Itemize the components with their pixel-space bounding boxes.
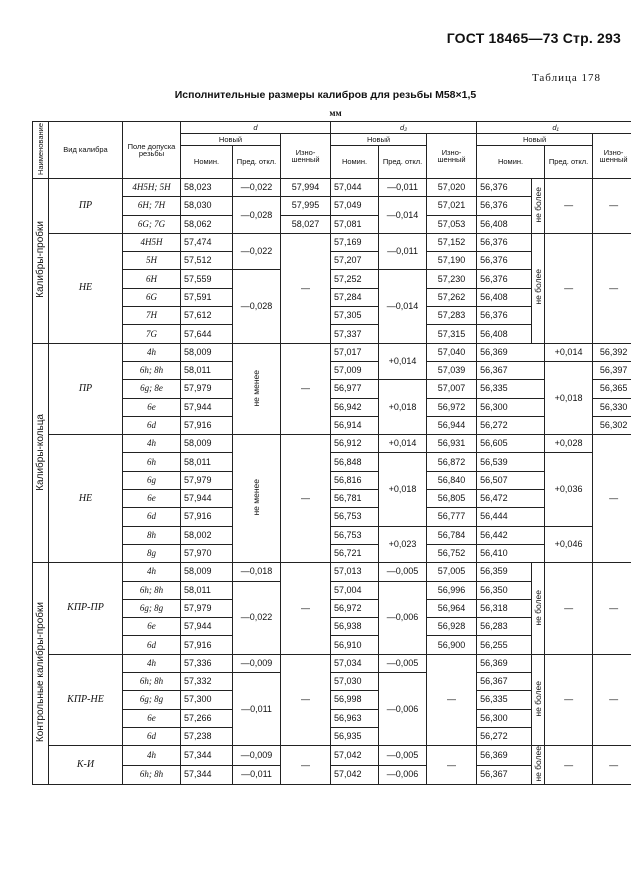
d-nom: 57,300: [181, 691, 233, 709]
header-d2: d₂: [331, 122, 477, 134]
tolerance-cell: 4H5H: [123, 233, 181, 251]
mark-not-less: не менее: [233, 435, 281, 563]
tolerance-cell: 6H: [123, 270, 181, 288]
kind-label: КПР-ПР: [49, 563, 123, 654]
d2-nom: 57,207: [331, 252, 379, 270]
d2-worn: 57,190: [427, 252, 477, 270]
d1-worn: 56,302: [593, 416, 631, 434]
d2-nom: 57,169: [331, 233, 379, 251]
d1-worn: 56,397: [593, 361, 631, 379]
d2-nom: 57,305: [331, 307, 379, 325]
tolerance-cell: 4h: [123, 746, 181, 765]
d-dev: —0,022: [233, 179, 281, 197]
d2-worn: 56,931: [427, 435, 477, 453]
d1-nom: 56,283: [477, 618, 532, 636]
d1-dev: —: [545, 563, 593, 654]
d2-dev: —0,006: [379, 673, 427, 746]
d-nom: 57,970: [181, 544, 233, 562]
d2-worn: 56,784: [427, 526, 477, 544]
d-nom: 57,979: [181, 380, 233, 398]
d1-nom: 56,442: [477, 526, 545, 544]
d2-worn: 57,040: [427, 343, 477, 361]
table-row: [33, 490, 631, 508]
kind-label: КПР-НЕ: [49, 654, 123, 745]
tolerance-cell: 6h; 8h: [123, 361, 181, 379]
d2-nom: 57,042: [331, 746, 379, 765]
d2-worn: 56,964: [427, 599, 477, 617]
tolerance-cell: 6h; 8h: [123, 673, 181, 691]
header-dev: Пред. откл.: [545, 146, 593, 179]
d1-worn: —: [593, 233, 631, 343]
d1-worn: —: [593, 746, 631, 785]
tolerance-cell: 4h: [123, 343, 181, 361]
tolerance-cell: 6h; 8h: [123, 581, 181, 599]
group-label: Контрольные калибры-пробки: [33, 563, 49, 785]
d2-worn: 57,021: [427, 197, 477, 215]
table-body: [33, 179, 631, 785]
table-row: [33, 398, 631, 416]
d-nom: 58,062: [181, 215, 233, 233]
d-worn: —: [281, 746, 331, 785]
d1-nom: 56,318: [477, 599, 532, 617]
d2-nom: 56,972: [331, 599, 379, 617]
d-dev: —0,011: [233, 765, 281, 784]
d1-nom: 56,367: [477, 361, 545, 379]
d2-nom: 56,816: [331, 471, 379, 489]
d-dev: —0,009: [233, 746, 281, 765]
d1-nom: 56,376: [477, 179, 532, 197]
table-row: [33, 361, 631, 379]
d2-nom: 57,030: [331, 673, 379, 691]
d-nom: 58,011: [181, 453, 233, 471]
header-nom: Номин.: [477, 146, 545, 179]
d2-nom: 57,284: [331, 288, 379, 306]
table-row: [33, 453, 631, 471]
d1-nom: 56,507: [477, 471, 545, 489]
d2-dev: +0,018: [379, 380, 427, 435]
d2-nom: 57,337: [331, 325, 379, 343]
header-dev: Пред. откл.: [233, 146, 281, 179]
table-row: [33, 471, 631, 489]
d1-nom: 56,300: [477, 398, 545, 416]
d2-nom: 57,252: [331, 270, 379, 288]
d1-worn: —: [593, 435, 631, 563]
calibre-table: [32, 121, 631, 785]
d1-nom: 56,300: [477, 709, 532, 727]
tolerance-cell: 6g: [123, 471, 181, 489]
d2-worn: 56,805: [427, 490, 477, 508]
tolerance-cell: 8g: [123, 544, 181, 562]
d2-nom: 56,914: [331, 416, 379, 434]
d-nom: 58,009: [181, 435, 233, 453]
d1-nom: 56,359: [477, 563, 532, 581]
kind-label: НЕ: [49, 233, 123, 343]
d1-nom: 56,408: [477, 215, 532, 233]
d2-worn: 56,872: [427, 453, 477, 471]
d2-nom: 56,935: [331, 727, 379, 745]
d2-nom: 56,963: [331, 709, 379, 727]
d2-worn: —: [427, 654, 477, 745]
d1-nom: 56,376: [477, 197, 532, 215]
d2-dev: —0,014: [379, 197, 427, 234]
d1-nom: 56,272: [477, 416, 545, 434]
table-row: [33, 746, 631, 765]
d-nom: 58,009: [181, 343, 233, 361]
header-worn: Изно-шенный: [593, 134, 631, 179]
d1-nom: 56,255: [477, 636, 532, 654]
d-nom: 58,030: [181, 197, 233, 215]
d-worn: —: [281, 343, 331, 434]
d1-dev: —: [545, 746, 593, 785]
tolerance-cell: 6d: [123, 508, 181, 526]
group-label: Калибры-пробки: [33, 179, 49, 344]
d-worn: —: [281, 435, 331, 563]
table-row: [33, 233, 631, 251]
d1-nom: 56,376: [477, 270, 532, 288]
mark-not-less: не менее: [233, 343, 281, 434]
d1-nom: 56,367: [477, 673, 532, 691]
table-row: [33, 654, 631, 672]
d2-dev: —0,014: [379, 270, 427, 343]
d2-worn: 56,900: [427, 636, 477, 654]
d-nom: 57,916: [181, 508, 233, 526]
d1-worn: —: [593, 654, 631, 745]
header-nom: Номин.: [331, 146, 379, 179]
kind-label: НЕ: [49, 435, 123, 563]
d2-dev: —0,011: [379, 179, 427, 197]
d-nom: 57,266: [181, 709, 233, 727]
header-dev: Пред. откл.: [379, 146, 427, 179]
d1-nom: 56,605: [477, 435, 545, 453]
d1-dev: —: [545, 179, 593, 234]
d1-dev: —: [545, 233, 593, 343]
tolerance-cell: 8h: [123, 526, 181, 544]
header-d1: d₁: [477, 122, 631, 134]
d2-nom: 56,977: [331, 380, 379, 398]
d1-dev: +0,018: [545, 361, 593, 434]
tolerance-cell: 4h: [123, 435, 181, 453]
d1-nom: 56,272: [477, 727, 532, 745]
table-title: Исполнительные размеры калибров для резьбы M58×1,5: [174, 89, 477, 101]
d-nom: 57,916: [181, 416, 233, 434]
d1-nom: 56,369: [477, 654, 532, 672]
d2-worn: 57,283: [427, 307, 477, 325]
d2-nom: 57,004: [331, 581, 379, 599]
d2-nom: 56,753: [331, 526, 379, 544]
table-row: [33, 526, 631, 544]
d-worn: 58,027: [281, 215, 331, 233]
tolerance-cell: 6e: [123, 618, 181, 636]
d2-nom: 56,848: [331, 453, 379, 471]
header-tolerance: Поле допуска резьбы: [123, 122, 181, 179]
d-worn: —: [281, 654, 331, 745]
mark-not-more: не более: [532, 233, 545, 343]
d2-nom: 56,753: [331, 508, 379, 526]
d-dev: —0,018: [233, 563, 281, 581]
d1-worn: —: [593, 563, 631, 654]
d2-worn: 57,230: [427, 270, 477, 288]
unit-label: мм: [329, 108, 342, 118]
d2-dev: —0,005: [379, 563, 427, 581]
mark-not-more: не более: [532, 563, 545, 654]
d-nom: 58,011: [181, 581, 233, 599]
kind-label: ПР: [49, 179, 123, 234]
d2-dev: —0,005: [379, 654, 427, 672]
mark-not-more: не более: [532, 179, 545, 234]
d-nom: 57,332: [181, 673, 233, 691]
d2-dev: —0,011: [379, 233, 427, 270]
d2-dev: +0,023: [379, 526, 427, 563]
tolerance-cell: 6e: [123, 709, 181, 727]
tolerance-cell: 6H; 7H: [123, 197, 181, 215]
d-nom: 57,944: [181, 618, 233, 636]
tolerance-cell: 5H: [123, 252, 181, 270]
d2-worn: 57,262: [427, 288, 477, 306]
mark-not-more: не более: [532, 654, 545, 745]
header-name: Наименование: [33, 122, 49, 179]
d-nom: 57,979: [181, 599, 233, 617]
d-nom: 57,474: [181, 233, 233, 251]
d2-worn: 56,972: [427, 398, 477, 416]
d-worn: —: [281, 233, 331, 343]
tolerance-cell: 6e: [123, 398, 181, 416]
tolerance-cell: 4h: [123, 563, 181, 581]
d2-worn: 57,005: [427, 563, 477, 581]
table-header: [33, 122, 631, 179]
tolerance-cell: 7G: [123, 325, 181, 343]
d2-dev: +0,014: [379, 343, 427, 380]
d-dev: —0,022: [233, 233, 281, 270]
tolerance-cell: 6g; 8g: [123, 599, 181, 617]
d-dev: —0,009: [233, 654, 281, 672]
tolerance-cell: 4h: [123, 654, 181, 672]
d2-nom: 56,938: [331, 618, 379, 636]
tolerance-cell: 6d: [123, 636, 181, 654]
d2-worn: 57,020: [427, 179, 477, 197]
tolerance-cell: 6G: [123, 288, 181, 306]
table-row: [33, 343, 631, 361]
kind-label: К-И: [49, 746, 123, 785]
table-row: [33, 544, 631, 562]
d-nom: 57,944: [181, 490, 233, 508]
d2-nom: 56,910: [331, 636, 379, 654]
d-nom: 58,009: [181, 563, 233, 581]
d2-worn: 57,315: [427, 325, 477, 343]
d2-nom: 56,781: [331, 490, 379, 508]
d2-nom: 57,009: [331, 361, 379, 379]
tolerance-cell: 7H: [123, 307, 181, 325]
d1-nom: 56,335: [477, 691, 532, 709]
mark-not-more: не более: [532, 746, 545, 785]
d-worn: —: [281, 563, 331, 654]
d1-nom: 56,350: [477, 581, 532, 599]
d1-nom: 56,369: [477, 343, 545, 361]
d2-worn: 56,944: [427, 416, 477, 434]
table-row: [33, 435, 631, 453]
d2-dev: +0,018: [379, 453, 427, 526]
d2-nom: 57,042: [331, 765, 379, 784]
d1-dev: +0,014: [545, 343, 593, 361]
d2-nom: 56,998: [331, 691, 379, 709]
tolerance-cell: 6h; 8h: [123, 765, 181, 784]
d2-dev: +0,014: [379, 435, 427, 453]
d-nom: 57,336: [181, 654, 233, 672]
d-dev: —0,028: [233, 270, 281, 343]
d2-dev: —0,005: [379, 746, 427, 765]
d2-nom: 57,017: [331, 343, 379, 361]
tolerance-cell: 6d: [123, 416, 181, 434]
header-new: Новый: [477, 134, 593, 146]
tolerance-cell: 6e: [123, 490, 181, 508]
d-nom: 58,023: [181, 179, 233, 197]
tolerance-cell: 6g; 8g: [123, 691, 181, 709]
d-nom: 57,979: [181, 471, 233, 489]
d1-dev: +0,046: [545, 526, 593, 563]
d1-dev: +0,036: [545, 453, 593, 526]
d-dev: —0,028: [233, 197, 281, 234]
tolerance-cell: 6d: [123, 727, 181, 745]
d2-nom: 56,912: [331, 435, 379, 453]
d2-dev: —0,006: [379, 581, 427, 654]
d-nom: 57,612: [181, 307, 233, 325]
d-worn: 57,995: [281, 197, 331, 215]
d2-nom: 56,942: [331, 398, 379, 416]
d-nom: 58,011: [181, 361, 233, 379]
d2-worn: 57,039: [427, 361, 477, 379]
d2-nom: 57,044: [331, 179, 379, 197]
tolerance-cell: 4H5H; 5H: [123, 179, 181, 197]
d-nom: 57,916: [181, 636, 233, 654]
table-row: [33, 508, 631, 526]
tolerance-cell: 6g; 8e: [123, 380, 181, 398]
tolerance-cell: 6h: [123, 453, 181, 471]
d1-dev: —: [545, 654, 593, 745]
d2-worn: —: [427, 746, 477, 785]
d1-nom: 56,376: [477, 252, 532, 270]
d-dev: —0,011: [233, 673, 281, 746]
header-new: Новый: [181, 134, 281, 146]
d-dev: —0,022: [233, 581, 281, 654]
header-kind: Вид калибра: [49, 122, 123, 179]
kind-label: ПР: [49, 343, 123, 434]
d2-worn: 56,996: [427, 581, 477, 599]
d1-nom: 56,369: [477, 746, 532, 765]
d-nom: 57,238: [181, 727, 233, 745]
d2-nom: 57,049: [331, 197, 379, 215]
d2-worn: 57,007: [427, 380, 477, 398]
d2-worn: 56,840: [427, 471, 477, 489]
d2-worn: 57,152: [427, 233, 477, 251]
d1-nom: 56,335: [477, 380, 545, 398]
table-number: Таблица 178: [531, 72, 601, 84]
table-row: [33, 416, 631, 434]
d-nom: 57,344: [181, 765, 233, 784]
table-row: [33, 563, 631, 581]
header-nom: Номин.: [181, 146, 233, 179]
d-nom: 57,344: [181, 746, 233, 765]
d-nom: 57,559: [181, 270, 233, 288]
d1-nom: 56,408: [477, 288, 532, 306]
d1-nom: 56,410: [477, 544, 545, 562]
table-row: [33, 380, 631, 398]
d1-nom: 56,472: [477, 490, 545, 508]
header-d: d: [181, 122, 331, 134]
d2-nom: 57,013: [331, 563, 379, 581]
gost-header: ГОСТ 18465—73 Стр. 293: [446, 30, 621, 46]
d1-worn: —: [593, 179, 631, 234]
d1-nom: 56,376: [477, 233, 532, 251]
table-row: [33, 179, 631, 197]
d-worn: 57,994: [281, 179, 331, 197]
d1-worn: 56,365: [593, 380, 631, 398]
d2-nom: 57,034: [331, 654, 379, 672]
d-nom: 57,944: [181, 398, 233, 416]
d1-dev: +0,028: [545, 435, 593, 453]
d1-nom: 56,539: [477, 453, 545, 471]
header-new: Новый: [331, 134, 427, 146]
d-nom: 58,002: [181, 526, 233, 544]
d1-nom: 56,408: [477, 325, 532, 343]
d1-worn: 56,330: [593, 398, 631, 416]
header-worn: Изно-шенный: [281, 134, 331, 179]
d2-worn: 56,752: [427, 544, 477, 562]
d-nom: 57,644: [181, 325, 233, 343]
d-nom: 57,591: [181, 288, 233, 306]
header-worn: Изно-шенный: [427, 134, 477, 179]
group-label: Калибры-кольца: [33, 343, 49, 563]
d2-worn: 56,928: [427, 618, 477, 636]
d1-worn: 56,392: [593, 343, 631, 361]
d1-nom: 56,444: [477, 508, 545, 526]
d2-nom: 56,721: [331, 544, 379, 562]
d-nom: 57,512: [181, 252, 233, 270]
d2-worn: 57,053: [427, 215, 477, 233]
d1-nom: 56,367: [477, 765, 532, 784]
d1-nom: 56,376: [477, 307, 532, 325]
d2-worn: 56,777: [427, 508, 477, 526]
tolerance-cell: 6G; 7G: [123, 215, 181, 233]
d2-dev: —0,006: [379, 765, 427, 784]
d2-nom: 57,081: [331, 215, 379, 233]
